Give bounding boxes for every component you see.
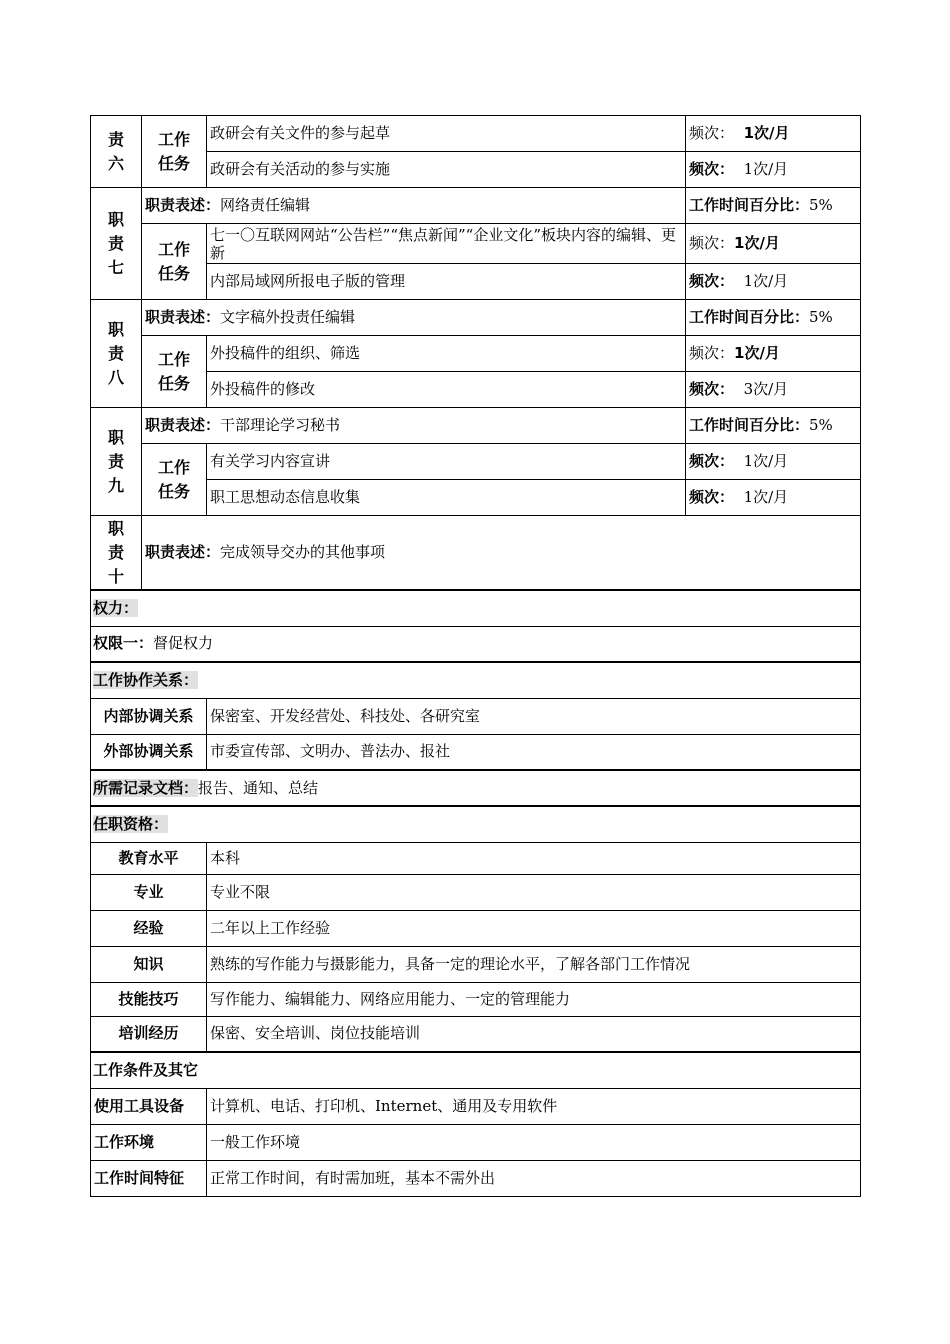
training-label: 培训经历	[91, 1016, 207, 1052]
duty-9-task-label: 工作任务	[142, 444, 207, 516]
authority-item: 权限一：督促权力	[91, 626, 861, 662]
duty-9-task-1: 有关学习内容宣讲	[207, 444, 686, 480]
work-time-label: 工作时间特征	[91, 1160, 207, 1196]
duty-7-task-2-freq: 频次： 1次/月	[686, 264, 861, 300]
knowledge-label: 知识	[91, 946, 207, 982]
environment-label: 工作环境	[91, 1124, 207, 1160]
duty-6-task-2: 政研会有关活动的参与实施	[207, 152, 686, 188]
duty-9-task-2: 职工思想动态信息收集	[207, 480, 686, 516]
skills-value: 写作能力、编辑能力、网络应用能力、一定的管理能力	[207, 982, 861, 1016]
duty-7-time: 工作时间百分比：5%	[686, 188, 861, 224]
major-label: 专业	[91, 874, 207, 910]
external-relations-label: 外部协调关系	[91, 734, 207, 770]
duty-8-task-1: 外投稿件的组织、筛选	[207, 336, 686, 372]
duty-9-task-2-freq: 频次： 1次/月	[686, 480, 861, 516]
duty-8-statement: 职责表述：文字稿外投责任编辑	[142, 300, 686, 336]
documents-row: 所需记录文档：报告、通知、总结	[91, 770, 861, 806]
conditions-heading: 工作条件及其它	[91, 1052, 861, 1088]
environment-value: 一般工作环境	[207, 1124, 861, 1160]
duty-10-statement: 职责表述：完成领导交办的其他事项	[142, 516, 861, 590]
training-value: 保密、安全培训、岗位技能培训	[207, 1016, 861, 1052]
duty-6-label: 责六	[91, 116, 142, 188]
duty-8-task-2: 外投稿件的修改	[207, 372, 686, 408]
duty-9-label: 职责九	[91, 408, 142, 516]
work-time-value: 正常工作时间，有时需加班，基本不需外出	[207, 1160, 861, 1196]
tools-label: 使用工具设备	[91, 1088, 207, 1124]
knowledge-value: 熟练的写作能力与摄影能力，具备一定的理论水平，了解各部门工作情况	[207, 946, 861, 982]
skills-label: 技能技巧	[91, 982, 207, 1016]
external-relations-value: 市委宣传部、文明办、普法办、报社	[207, 734, 861, 770]
experience-label: 经验	[91, 910, 207, 946]
internal-relations-label: 内部协调关系	[91, 698, 207, 734]
duty-7-task-1: 七一〇互联网网站“公告栏”“焦点新闻”“企业文化”板块内容的编辑、更新	[207, 224, 686, 264]
duty-8-task-2-freq: 频次： 3次/月	[686, 372, 861, 408]
duty-10-label: 职责十	[91, 516, 142, 590]
job-description-sheet	[90, 115, 860, 1197]
duty-6-task-label: 工作任务	[142, 116, 207, 188]
duty-9-task-1-freq: 频次： 1次/月	[686, 444, 861, 480]
duty-9-statement: 职责表述：干部理论学习秘书	[142, 408, 686, 444]
experience-value: 二年以上工作经验	[207, 910, 861, 946]
internal-relations-value: 保密室、开发经营处、科技处、各研究室	[207, 698, 861, 734]
details-table	[90, 589, 861, 1197]
duty-7-statement: 职责表述：网络责任编辑	[142, 188, 686, 224]
duty-8-task-1-freq: 频次：1次/月	[686, 336, 861, 372]
relations-heading: 工作协作关系：	[91, 662, 861, 698]
duties-table	[90, 115, 861, 590]
tools-value: 计算机、电话、打印机、Internet、通用及专用软件	[207, 1088, 861, 1124]
duty-7-task-1-freq: 频次：1次/月	[686, 224, 861, 264]
major-value: 专业不限	[207, 874, 861, 910]
duty-9-time: 工作时间百分比：5%	[686, 408, 861, 444]
education-value: 本科	[207, 842, 861, 874]
duty-7-label: 职责七	[91, 188, 142, 300]
education-label: 教育水平	[91, 842, 207, 874]
authority-heading: 权力：	[91, 590, 861, 626]
duty-8-label: 职责八	[91, 300, 142, 408]
duty-6-task-1: 政研会有关文件的参与起草	[207, 116, 686, 152]
duty-8-time: 工作时间百分比：5%	[686, 300, 861, 336]
duty-6-task-1-freq: 频次： 1次/月	[686, 116, 861, 152]
duty-7-task-label: 工作任务	[142, 224, 207, 300]
duty-7-task-2: 内部局域网所报电子版的管理	[207, 264, 686, 300]
duty-6-task-2-freq: 频次： 1次/月	[686, 152, 861, 188]
qualifications-heading: 任职资格：	[91, 806, 861, 842]
duty-8-task-label: 工作任务	[142, 336, 207, 408]
